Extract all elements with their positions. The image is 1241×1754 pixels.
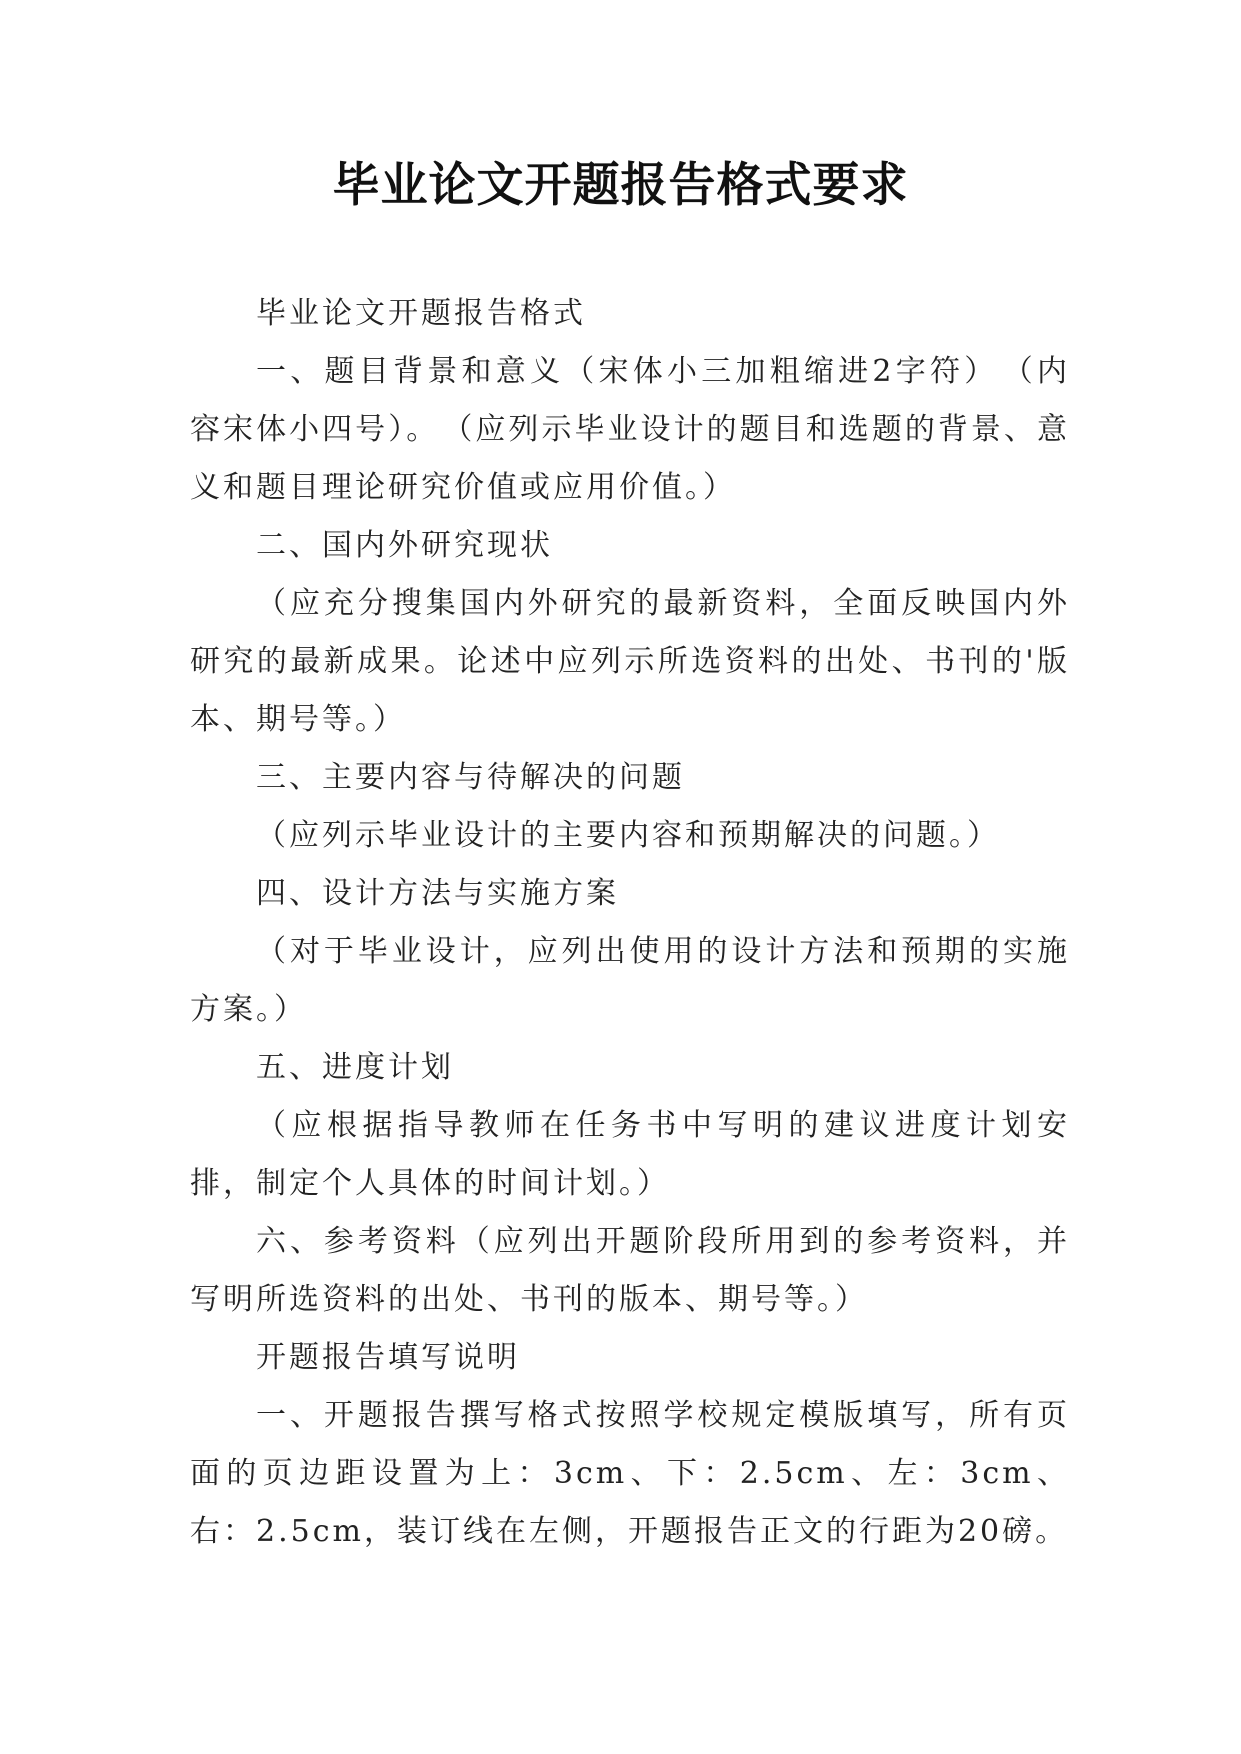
paragraph-format-instructions: 一、开题报告撰写格式按照学校规定模版填写，所有页面的页边距设置为上：3cm、下：2.5cm、左：3cm、右：2.5cm，装订线在左侧，开题报告正文的行距为20磅。 — [190, 1398, 1070, 1549]
paragraph-design-method-note: （对于毕业设计，应列出使用的设计方法和预期的实施方案。） — [190, 934, 1070, 1027]
paragraph-references: 六、参考资料（应列出开题阶段所用到的参考资料，并写明所选资料的出处、书刊的版本、期号等。） — [190, 1224, 1070, 1317]
paragraph-main-content-note: （应列示毕业设计的主要内容和预期解决的问题。） — [256, 818, 1000, 853]
paragraph-topic-background: 一、题目背景和意义（宋体小三加粗缩进2字符） （内容宋体小四号）。 （应列示毕业设计的题目和选题的背景、意义和题目理论研究价值或应用价值。） — [190, 354, 1070, 505]
paragraph-instructions-heading: 开题报告填写说明 — [256, 1340, 520, 1375]
paragraph-design-method-heading: 四、设计方法与实施方案 — [256, 876, 619, 911]
paragraph-research-status-note: （应充分搜集国内外研究的最新资料，全面反映国内外研究的最新成果。论述中应列示所选资料的出处、书刊的'版本、期号等。） — [190, 586, 1070, 737]
document-body — [190, 285, 1070, 1561]
paragraph-schedule-heading: 五、进度计划 — [256, 1050, 454, 1085]
paragraph-schedule-note: （应根据指导教师在任务书中写明的建议进度计划安排，制定个人具体的时间计划。） — [190, 1108, 1070, 1201]
document-title: 毕业论文开题报告格式要求 — [332, 158, 909, 213]
paragraph-research-status-heading: 二、国内外研究现状 — [256, 528, 553, 563]
paragraph-main-content-heading: 三、主要内容与待解决的问题 — [256, 760, 685, 795]
paragraph-report-format-heading: 毕业论文开题报告格式 — [256, 296, 586, 331]
